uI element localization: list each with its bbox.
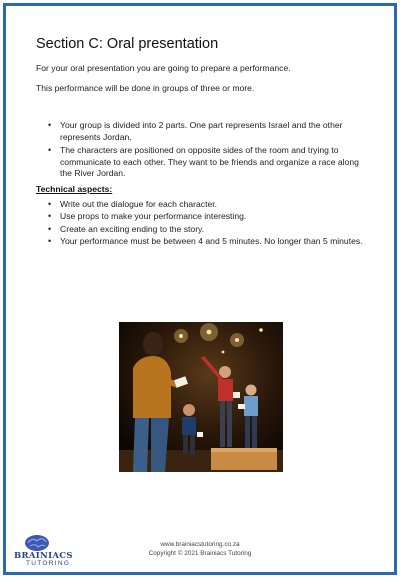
logo-subtitle: TUTORING — [26, 560, 71, 567]
technical-aspects-heading: Technical aspects: — [36, 183, 113, 194]
brain-icon — [24, 534, 50, 552]
footer-copyright: Copyright © 2021 Brainiacs Tutoring — [148, 550, 252, 557]
technical-bullet-item: • Create an exciting ending to the story. — [36, 224, 366, 236]
technical-bullet-item: • Your performance must be between 4 and 5 minutes. No longer than 5 minutes. — [36, 236, 366, 248]
footer-website: www.brainiacstutoring.co.za — [160, 541, 240, 548]
bullet-item: • The characters are positioned on opposite sides of the room and trying to communicate to each other. They want to be friends and organize a race along the River Jordan. — [36, 145, 366, 180]
logo-name: BRAINIACS — [14, 551, 73, 561]
section-title: Section C: Oral presentation — [36, 36, 219, 52]
task-bullet-list — [36, 120, 366, 180]
technical-bullet-item: • Use props to make your performance interesting. — [36, 211, 366, 223]
technical-bullet-list — [36, 199, 366, 248]
technical-bullet-item: • Write out the dialogue for each character. — [36, 199, 366, 211]
brainiacs-logo — [14, 534, 74, 570]
intro-paragraph-2: This performance will be done in groups of three or more. — [36, 83, 255, 93]
intro-paragraph-1: For your oral presentation you are going to prepare a performance. — [36, 63, 291, 73]
stage-performance-photo — [119, 322, 283, 472]
bullet-item: • Your group is divided into 2 parts. One part represents Israel and the other represents Jordan. — [36, 120, 366, 143]
document-content — [36, 36, 366, 249]
